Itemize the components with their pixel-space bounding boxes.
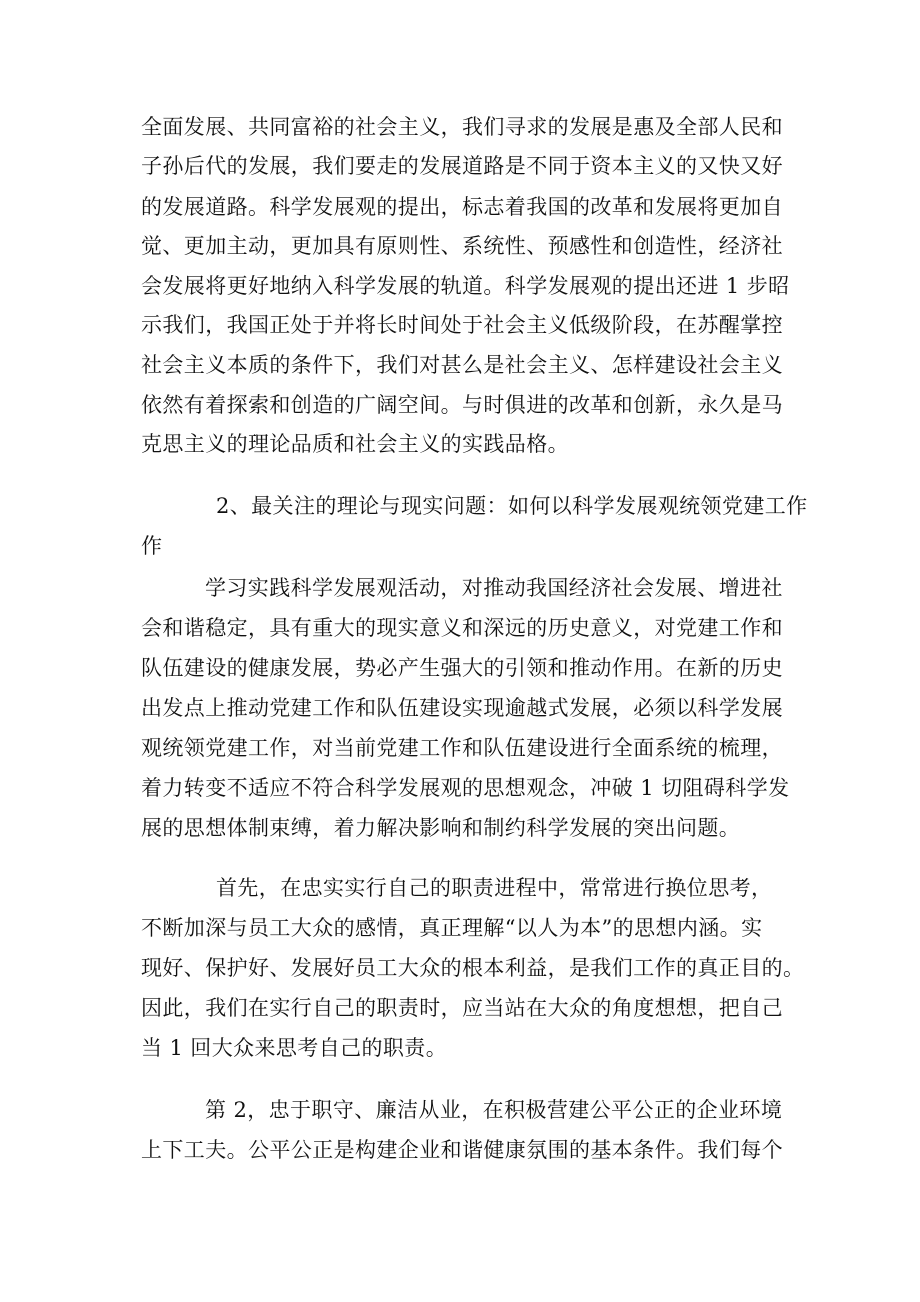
text-line: 展的思想体制束缚，着力解决影响和制约科学发展的突出问题。 bbox=[141, 816, 741, 840]
text-line: 依然有着探索和创造的广阔空间。与时俱进的改革和创新，永久是马 bbox=[141, 393, 783, 417]
text-line: 子孙后代的发展，我们要走的发展道路是不同于资本主义的又快又好 bbox=[141, 154, 783, 178]
text-line: 现好、保护好、发展好员工大众的根本利益，是我们工作的真正目的。 bbox=[141, 956, 805, 980]
heading-line: 作 bbox=[141, 534, 163, 558]
text-line: 觉、更加主动，更加具有原则性、系统性、预感性和创造性，经济社 bbox=[141, 234, 783, 258]
text-line: 克思主义的理论品质和社会主义的实践品格。 bbox=[141, 432, 569, 456]
text-line: 会和谐稳定，具有重大的现实意义和深远的历史意义，对党建工作和 bbox=[141, 616, 783, 640]
text-line: 社会主义本质的条件下，我们对甚么是社会主义、怎样建设社会主义 bbox=[141, 353, 783, 377]
text-line: 出发点上推动党建工作和队伍建设实现逾越式发展，必须以科学发展 bbox=[141, 696, 783, 720]
text-line: 会发展将更好地纳入科学发展的轨道。科学发展观的提出还进 1 步昭 bbox=[141, 274, 790, 298]
text-line: 观统领党建工作，对当前党建工作和队伍建设进行全面系统的梳理， bbox=[141, 736, 783, 760]
text-line: 因此，我们在实行自己的职责时，应当站在大众的角度想想，把自己 bbox=[141, 996, 783, 1020]
text-line: 当 1 回大众来思考自己的职责。 bbox=[141, 1036, 448, 1060]
text-line: 上下工夫。公平公正是构建企业和谐健康氛围的基本条件。我们每个 bbox=[141, 1138, 783, 1162]
text-line: 学习实践科学发展观活动，对推动我国经济社会发展、增进社 bbox=[205, 576, 783, 600]
text-line: 不断加深与员工大众的感情，真正理解“以人为本”的思想内涵。实 bbox=[141, 916, 763, 940]
text-line: 着力转变不适应不符合科学发展观的思想观念，冲破 1 切阻碍科学发 bbox=[141, 776, 790, 800]
text-line: 第 2，忠于职守、廉洁从业，在积极营建公平公正的企业环境 bbox=[205, 1098, 783, 1122]
text-line: 首先，在忠实实行自己的职责进程中，常常进行换位思考， bbox=[216, 876, 773, 900]
text-line: 全面发展、共同富裕的社会主义，我们寻求的发展是惠及全部人民和 bbox=[141, 115, 783, 139]
text-line: 的发展道路。科学发展观的提出，标志着我国的改革和发展将更加自 bbox=[141, 195, 783, 219]
heading-line: 2、最关注的理论与现实问题：如何以科学发展观统领党建工作 bbox=[216, 494, 808, 518]
text-line: 示我们，我国正处于并将长时间处于社会主义低级阶段，在苏醒掌控 bbox=[141, 313, 783, 337]
text-line: 队伍建设的健康发展，势必产生强大的引领和推动作用。在新的历史 bbox=[141, 656, 783, 680]
